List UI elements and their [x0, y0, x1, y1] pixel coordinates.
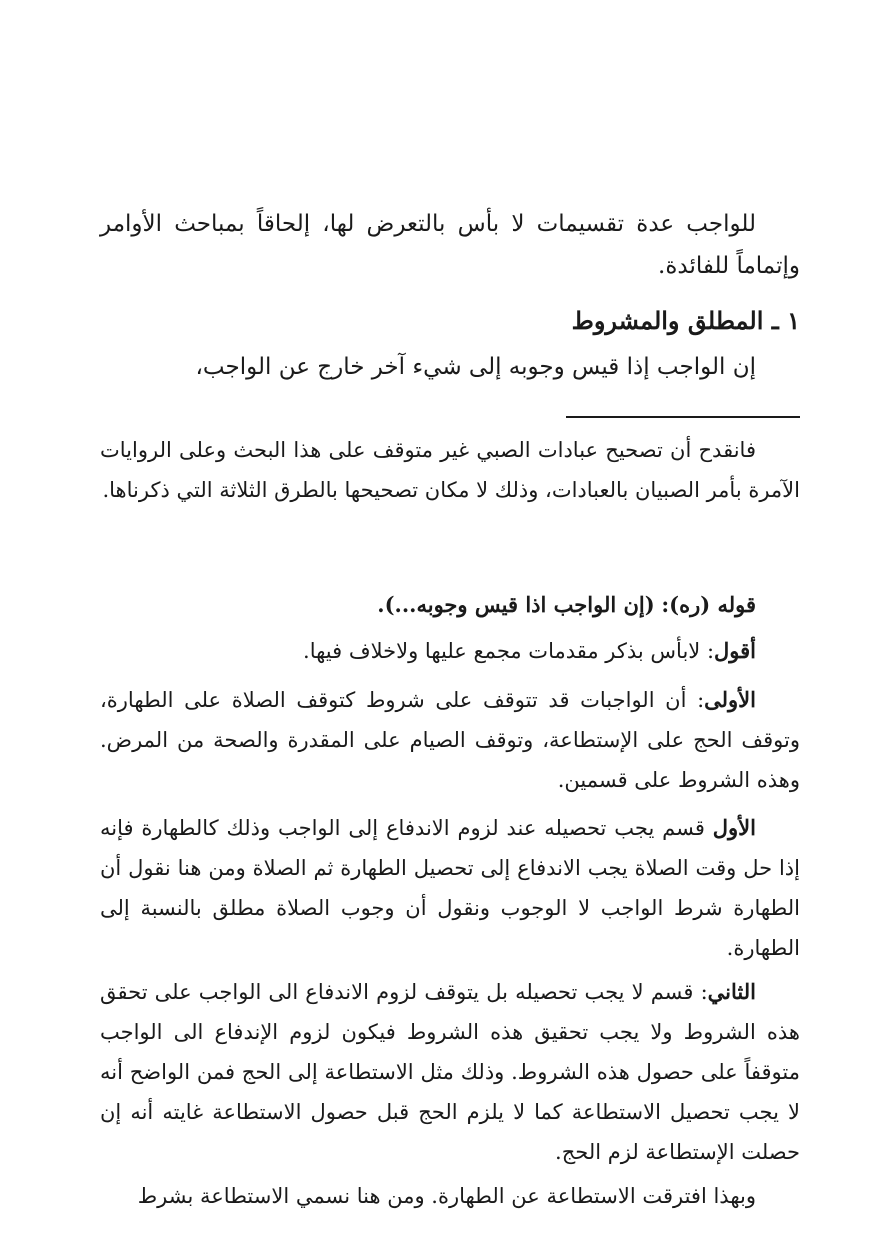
section-first-line: إن الواجب إذا قيس وجوبه إلى شيء آخر خارج عن الواجب، — [195, 354, 756, 380]
first-premise-text: : أن الواجبات قد تتوقف على شروط كتوقف الصلاة على الطهارة، وتوقف الحج على الإستطاعة، وتوقف الصيام على المقدرة والصحة من المرض. وهذه الشروط على قسمين. — [100, 688, 800, 792]
first-type-text: قسم يجب تحصيله عند لزوم الاندفاع إلى الواجب وذلك كالطهارة فإنه إذا حل وقت الصلاة يجب الاندفاع إلى تحصيل الطهارة ثم الصلاة ومن هنا نقول أن الطهارة شرط الواجب لا الوجوب ونقول أن وجوب الصلاة مطلق بالنسبة إلى الطهارة. — [100, 816, 800, 960]
aqul-paragraph — [100, 631, 800, 671]
footnote-carryover: فانقدح أن تصحيح عبادات الصبي غير متوقف على هذا البحث وعلى الروايات الآمرة بأمر الصبيان بالعبادات، وذلك لا مكان تصحيحها بالطرق الثلاثة التي ذكرناها. — [100, 438, 800, 502]
section-heading: ١ ـ المطلق والمشروط — [571, 306, 800, 335]
intro-paragraph: للواجب عدة تقسيمات لا بأس بالتعرض لها، إلحاقاً بمباحث الأوامر وإتماماً للفائدة. — [100, 211, 800, 279]
second-type-paragraph — [100, 972, 800, 1172]
quote-text: (إن الواجب اذا قيس وجوبه...). — [377, 592, 655, 617]
first-premise-paragraph — [100, 680, 800, 800]
footnote-separator — [566, 416, 800, 418]
first-type-label: الأول — [712, 815, 756, 840]
aqul-text: : لابأس بذكر مقدمات مجمع عليها ولاخلاف فيها. — [303, 639, 715, 663]
second-type-label: الثاني — [707, 979, 756, 1004]
quote-paragraph — [100, 585, 800, 625]
quote-label: قوله (ره): — [661, 592, 756, 617]
second-type-text: : قسم لا يجب تحصيله بل يتوقف لزوم الاندفاع الى الواجب على تحقق هذه الشروط ولا يجب تحقيق هذه الشروط فيكون لزوم الإندفاع الى الواجب متوقفاً على حصول هذه الشروط. وذلك مثل الاستطاعة إلى الحج فمن الواضح أنه لا يجب تحصيل الاستطاعة كما لا يلزم الحج قبل حصول الاستطاعة غايته أنه إن حصلت الإستطاعة لزم الحج. — [100, 980, 800, 1164]
aqul-label: أقول — [714, 638, 756, 663]
document-page — [100, 0, 800, 1248]
first-premise-label: الأولى — [704, 687, 756, 712]
last-paragraph: وبهذا افترقت الاستطاعة عن الطهارة. ومن هنا نسمي الاستطاعة بشرط — [137, 1184, 756, 1208]
first-type-paragraph — [100, 808, 800, 968]
